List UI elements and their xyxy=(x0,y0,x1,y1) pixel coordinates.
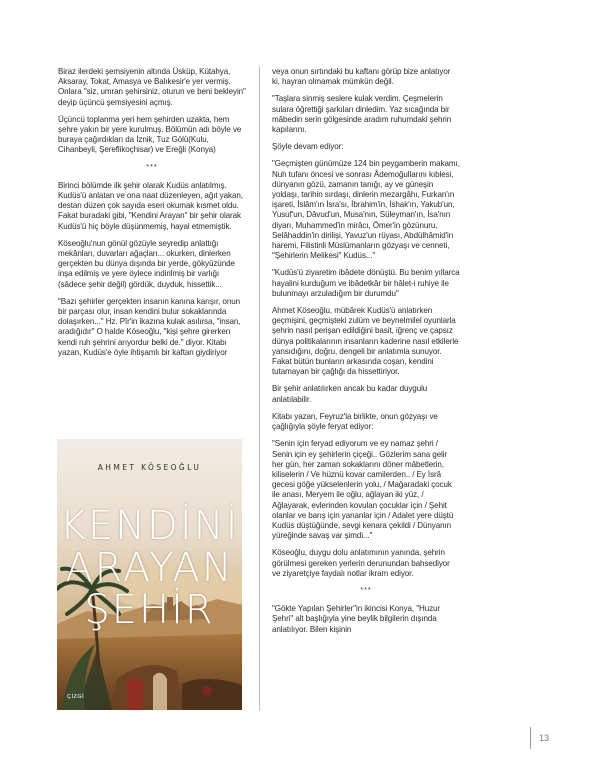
paragraph: Kitabı yazan, Feyruz'la birlikte, onun gözyaşı ve çağlığıyla şöyle feryat ediyor: xyxy=(272,411,438,432)
paragraph: "Bazı şehirler gerçekten insanın kanına karışır, onun bir parçası olur, insan kendini bulur sokaklarında dolaşırken..." Hz. Pîr'in ikazına kulak asılırsa, "insan, aradığıdır" O halde Köseoğlu, "kişi şehre girerken kendi ruh şehrini arıyordur belki de." diyor. Kitabı yazan, Kudüs'e öyle ihtişamlı bir kaftan giydiriyor xyxy=(58,296,241,357)
paragraph: Bir şehir anlatılırken ancak bu kadar duygulu anlatılabilir. xyxy=(272,384,428,404)
paragraph: Birinci bölümde ilk şehir olarak Kudüs anlatılmış. Kudüs'ü anlatan ve ona naat düzenleyen, ağıt yakan, destan düzen çok sayıda eseri okumak kısmet oldu. Fakat buradaki gibi, "Kendini Arayan" bir şehir olarak Kudüs'ü hiç böyle düşünmemiş, hayal etmemiştik. xyxy=(58,180,243,231)
page-number: 13 xyxy=(539,733,550,743)
column-divider xyxy=(259,66,260,711)
paragraph: "Senin için feryad ediyorum ve ey namaz şehri / Senin için ey şehirlerin çiçeği.. Gözlerim sana gelir her gün, her zaman sokaklarını döner mâbetlerin, kiliselerin / Ve hüznü kovar camilerden.. / Ey İsrâ gecesi göğe yükselenlerin yolu, / Mağaradaki çocuk ile anası, Meryem ile oğlu, ağlayan iki yüz, / Ağlayarak, evlerinden kovulan çocuklar için / Şehit olanlar ve barış için yananlar için / Adalet yere düştü Kudüs düştüğünde, sevgi kenara çekildi / Dünyanın yüreğinde savaş var şimdi..." xyxy=(272,439,454,541)
paragraph: Köseoğlu'nun gönül gözüyle seyredip anlattığı mekânları, duvarları ağaçları... okurken, dinlerken gerçekten bu dünya dışında bir yerde, gökyüzünde inşa edilmiş ve yere öylece indirilmiş bir varlığı (sâdece şehir değil) gördük, duyduk, hissettik... xyxy=(58,238,235,289)
paragraph: Köseoğlu, duygu dolu anlatımının yanında, şehrin görülmesi gereken yerlerin derunundan bahsediyor ve ziyaretçiye faydalı notlar ikram ediyor. xyxy=(272,548,450,578)
paragraph: Biraz ilerdeki şemsiyenin altında Üsküp, Kütahya, Aksaray, Tokat, Amasya ve Balıkesir'e yer vermiş. Onlara "siz, umran şehirsiniz, oturun ve beni bekleyin" deyip üçüncü şemsiyesini açmış. xyxy=(58,67,246,107)
paragraph: Şöyle devam ediyor: xyxy=(272,142,344,152)
section-separator: *** xyxy=(360,586,372,594)
book-title-line: KENDİNİ xyxy=(59,503,240,549)
paragraph: Ahmet Köseoğlu, mübârek Kudüs'ü anlatırken geçmişini, geçmişteki zulüm ve beynelmilel oyunlarla şehrin nasıl perişan edildiğini basit, iğrenç ve çapsız dünya politikalarının insanların kaderine nasıl etkilerle yansıdığını, doğru, dengeli bir anlatımla sunuyor. Fakat bütün bunların arkasında coşan, kendini tutamayan bir çağlığı da hissettiriyor. xyxy=(272,306,459,377)
paragraph: "Geçmişten günümüze 124 bin peygamberin makamı, Nuh tufanı öncesi ve sonrası Âdemoğullarını kıblesi, dünyanın gözü, zamanın tanığı, ay ve güneşin yoldaşı, tarihin sırdaşı, dinlerin mezargâhı, Furkan'ın işareti, İslâm'ın İsra'sı, İbrahim'in, İshak'ın, Yakub'un, Yusuf'un, Dâvud'un, Musa'nın, Süleyman'ın, İsa'nın diyarı, Muhammed'in mirâcı, Ömer'in gözünuru, Selâhaddin'in dirilişi, Yavuz'un rüyası, Abdülhâmid'in haremi, Filistinli Müslümanların gözyaşı ve cenneti, "Şehirlerin Melikesi" Kudüs..." xyxy=(272,159,460,261)
paragraph: "Gökte Yapılan Şehirler"in ikincisi Konya, "Huzur Şehri" alt başlığıyla yine beylik bilgilerin dışında anlatılıyor. Bilen kişinin xyxy=(272,604,441,634)
right-column xyxy=(272,67,460,642)
publisher-logo: ÇİZGİ xyxy=(67,694,85,700)
book-cover-image xyxy=(57,439,242,710)
book-title-line: ŞEHİR xyxy=(84,587,215,633)
paragraph: "Taşlara sinmiş seslere kulak verdim. Çeşmelerin sulara öğrettiği şarkıları dinledim. Yaz sıcağında bir mâbedin serin gölgesinde aradım ruhumdaki şehrin kapılarını. xyxy=(272,94,452,135)
paragraph: "Kudüs'ü ziyaretim ibâdete dönüştü. Bu benim yıllarca hayalini kurduğum ve ibâdetkâr bir hâlet-i ruhiye ile bulunmayı arzuladığım bir durumdu" xyxy=(272,268,460,298)
book-title xyxy=(57,505,242,631)
paragraph: Üçüncü toplanma yeri hem şehirden uzakta, hem şehre yakın bir yere kurulmuş. Bölümün adı böyle ve buraya çağırdıkları da İznik, Tuz Gölü(Kulu, Cihanbeyli, Şereflikoçhisar) ve Ereğli (Konya) xyxy=(58,114,242,155)
section-separator: *** xyxy=(146,163,158,171)
book-author: AHMET KÖSEOĞLU xyxy=(97,463,202,472)
paragraph: veya onun sırtındaki bu kaftanı görüp bize anlatıyor ki, hayran olmamak mümkün değil. xyxy=(272,67,451,87)
left-column xyxy=(58,67,246,365)
page-number-rule xyxy=(530,727,531,749)
book-title-line: ARAYAN xyxy=(65,545,234,591)
